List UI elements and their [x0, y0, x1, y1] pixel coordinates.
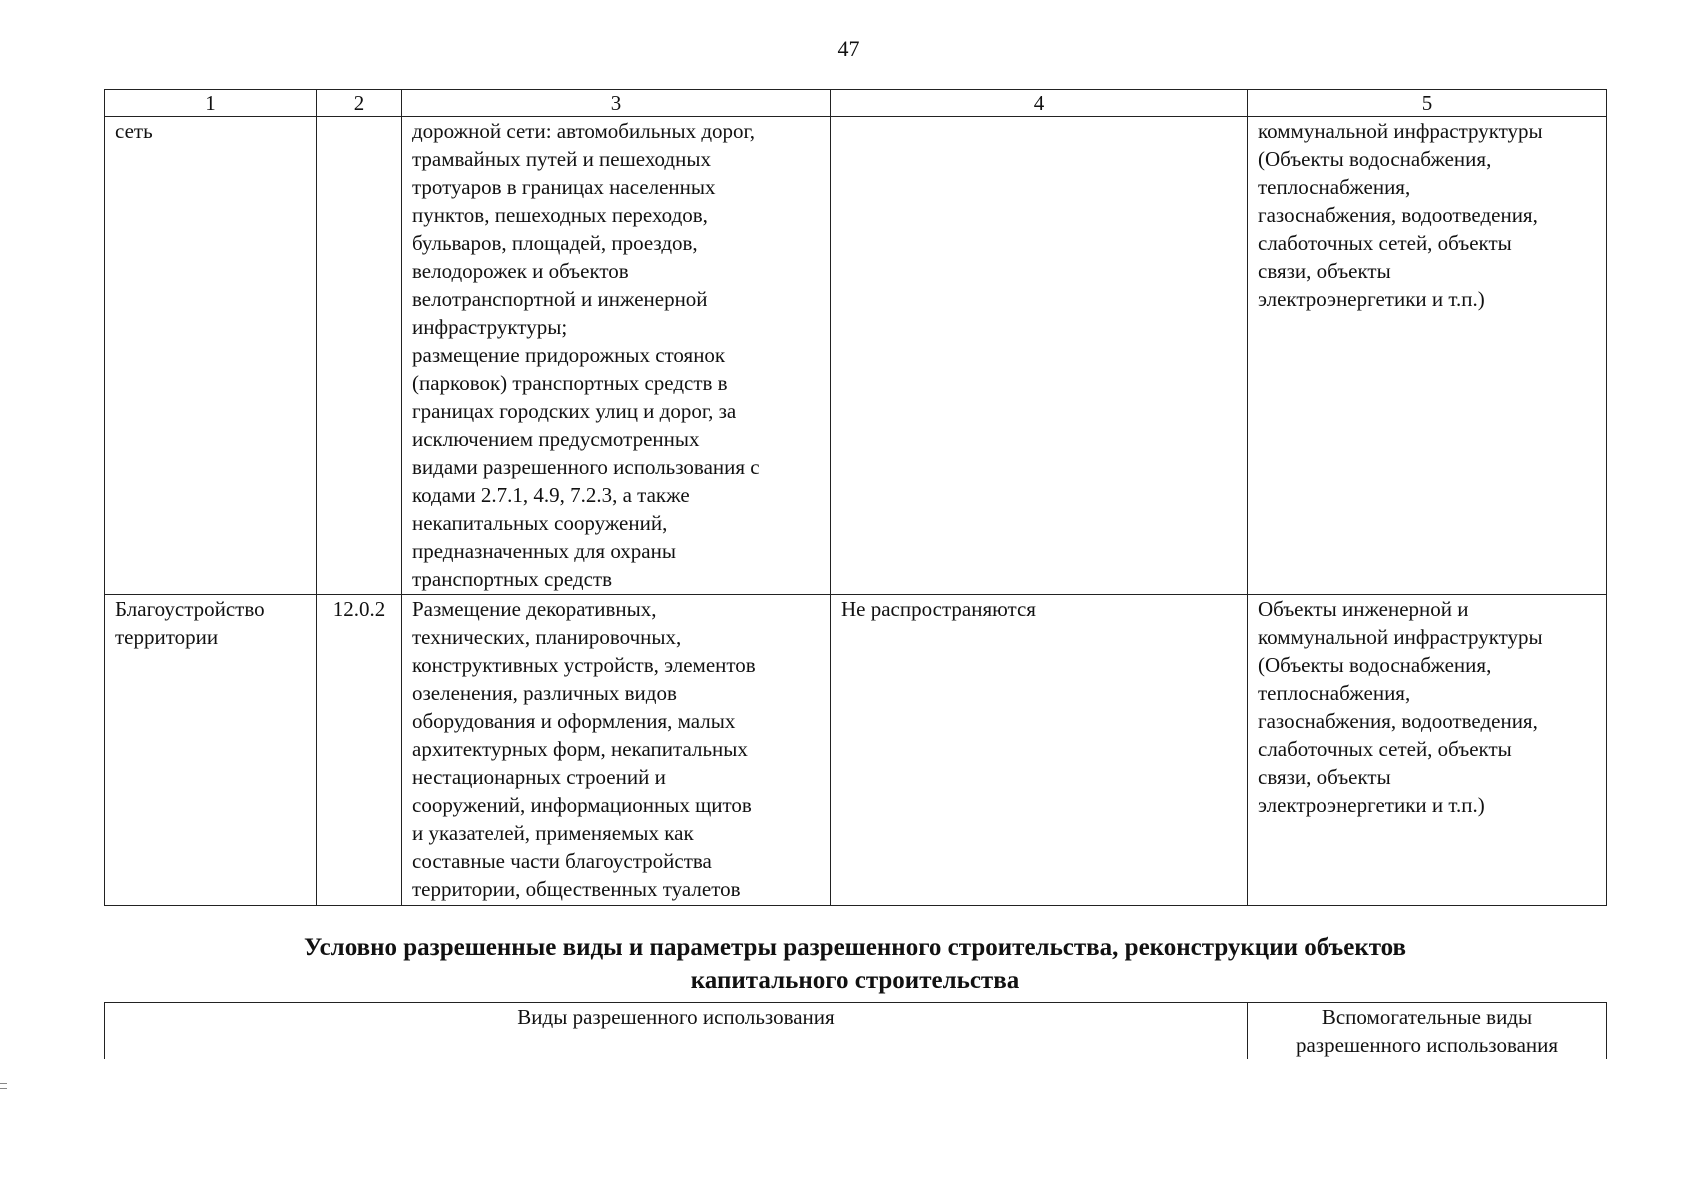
column-header-4: 4: [831, 90, 1248, 117]
auxiliary-use-types: коммунальной инфраструктуры (Объекты водоснабжения, теплоснабжения, газоснабжения, водоотведения, слаботочных сетей, объекты связи, объекты электроэнергетики и т.п.): [1248, 117, 1607, 595]
table-header-row: [105, 1003, 1607, 1060]
table-row: [105, 595, 1607, 906]
column-header-1: 1: [105, 90, 317, 117]
column-header-3: 3: [402, 90, 831, 117]
use-type-code: [317, 117, 402, 595]
use-type-code: 12.0.2: [317, 595, 402, 906]
section-title: Условно разрешенные виды и параметры разрешенного строительства, реконструкции объектов капитального строительства: [303, 934, 1407, 994]
column-header-5: 5: [1248, 90, 1607, 117]
use-type-name: сеть: [105, 117, 317, 595]
table-header-row: [105, 90, 1607, 117]
use-type-name: Благоустройство территории: [105, 595, 317, 906]
conditional-use-table: [104, 1002, 1607, 1059]
construction-parameters: Не распространяются: [831, 595, 1248, 906]
scan-edge-mark: [0, 1083, 7, 1089]
use-type-description: Размещение декоративных, технических, планировочных, конструктивных устройств, элементов озеленения, различных видов оборудования и оформления, малых архитектурных форм, некапитальных нестационарных строений и сооружений, информационных щитов и указателей, применяемых как составные части благоустройства территории, общественных туалетов: [402, 595, 831, 906]
construction-parameters: [831, 117, 1248, 595]
table-row: [105, 117, 1607, 595]
auxiliary-use-types-header: Вспомогательные виды разрешенного использования: [1248, 1003, 1607, 1060]
column-header-2: 2: [317, 90, 402, 117]
use-types-header: Виды разрешенного использования: [105, 1003, 1248, 1060]
land-use-table: [104, 89, 1607, 906]
use-type-description: дорожной сети: автомобильных дорог, трамвайных путей и пешеходных тротуаров в границах населенных пунктов, пешеходных переходов, бульваров, площадей, проездов, велодорожек и объектов велотранспортной и инженерной инфраструктуры; размещение придорожных стоянок (парковок) транспортных средств в границах городских улиц и дорог, за исключением предусмотренных видами разрешенного использования с кодами 2.7.1, 4.9, 7.2.3, а также некапитальных сооружений, предназначенных для охраны транспортных средств: [402, 117, 831, 595]
page-number: 47: [837, 36, 860, 61]
auxiliary-use-types: Объекты инженерной и коммунальной инфраструктуры (Объекты водоснабжения, теплоснабжения, газоснабжения, водоотведения, слаботочных сетей, объекты связи, объекты электроэнергетики и т.п.): [1248, 595, 1607, 906]
